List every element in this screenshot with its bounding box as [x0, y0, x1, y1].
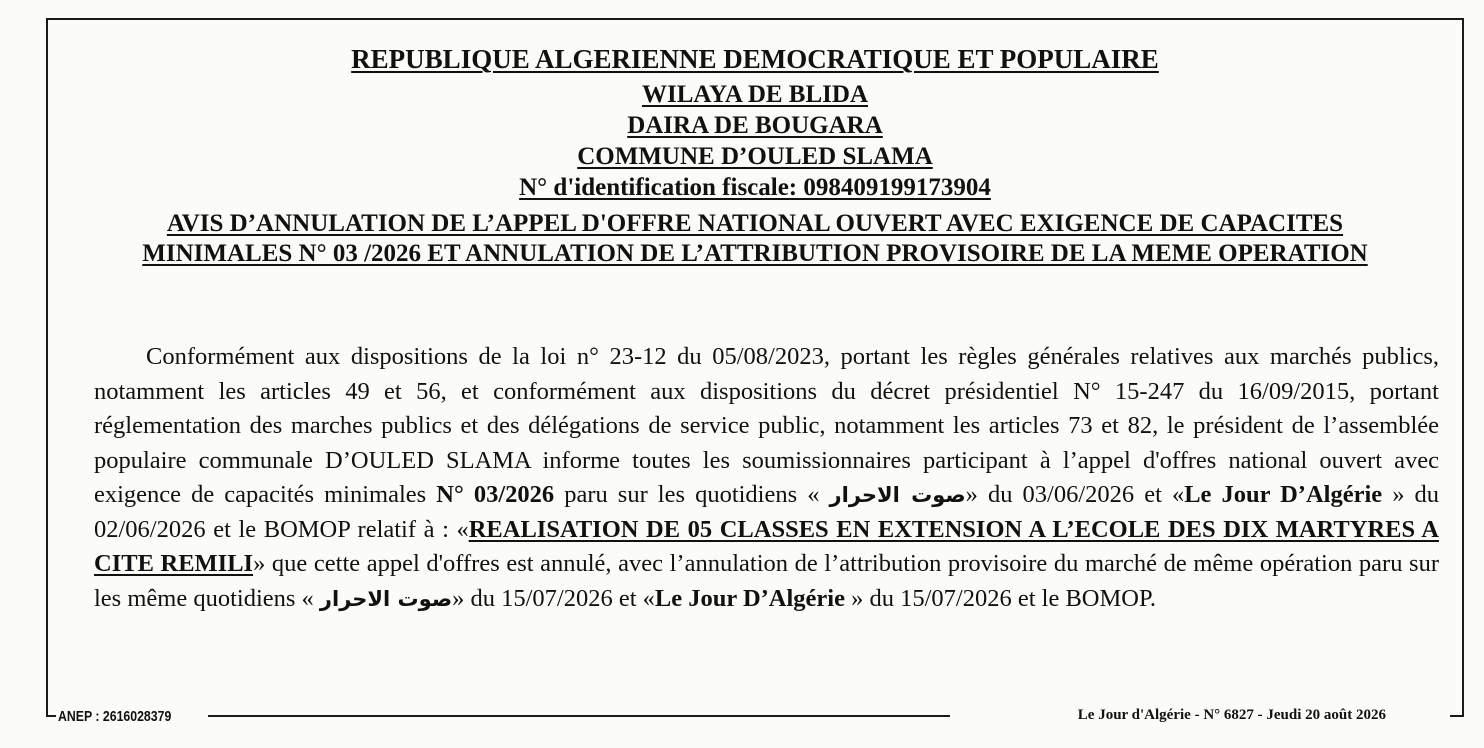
header-daira: DAIRA DE BOUGARA — [627, 112, 883, 139]
notice-title-line-1: AVIS D’ANNULATION DE L’APPEL D'OFFRE NATIONAL OUVERT AVEC EXIGENCE DE CAPACITES — [166, 210, 1344, 237]
header-wilaya: WILAYA DE BLIDA — [641, 81, 868, 108]
footer-rule-start — [46, 715, 56, 717]
publication-info: Le Jour d'Algérie - N° 6827 - Jeudi 20 août 2026 — [1077, 707, 1386, 723]
tender-number: 03/2026 — [473, 481, 555, 508]
newspaper-jour-name-2: Le Jour D’Algérie — [654, 584, 845, 612]
anep-reference: ANEP : 2616028379 — [58, 708, 172, 725]
newspaper-jour-name: Le Jour D’Algérie — [1184, 481, 1383, 508]
header-republic: REPUBLIQUE ALGERIENNE DEMOCRATIQUE ET POPULAIRE — [351, 44, 1159, 74]
body-text-part-4: » du 02/06/2026 et le BOMOP relatif à : « — [94, 481, 1440, 543]
body-text-part-1: Conformément aux dispositions de la loi n° 23-12 du 05/08/2023, portant les règles générales relatives aux marchés publics, notamment les articles 49 et 56, et conformément aux dispositions du décret présidentiel N° 15-247 du 16/09/2015, portant réglementation des marches publics et des délégations de service public, notamment les articles 73 et 82, le président de l’assemblée populaire communale D’OULED SLAMA informe toutes les soumissionnaires participant à l’appel d'offres national ouvert avec exigence de capacités minimales — [94, 343, 1439, 508]
tender-number-label: N° — [436, 481, 474, 508]
body-text-part-7: » du 15/07/2026 et le BOMOP. — [844, 584, 1157, 612]
body-text-part-5: » que cette appel d'offres est annulé, avec l’annulation de l’attribution provisoire du marché de même opération paru sur les même quotidiens « — [94, 550, 1439, 612]
newspaper-arabic-name-2: صوت الاحرار — [319, 586, 453, 611]
project-title: REALISATION DE 05 CLASSES EN EXTENSION A L’ECOLE DES DIX MARTYRES A CITE REMILI — [94, 515, 1439, 577]
header-fiscal-id: N° d'identification fiscale: 098409199173904 — [519, 174, 991, 201]
body-text-part-2: paru sur les quotidiens « — [554, 481, 830, 508]
footer-rule-right — [1450, 715, 1464, 717]
body-text-part-3: » du 03/06/2026 et « — [965, 481, 1185, 508]
footer-rule-left — [208, 715, 950, 717]
notice-header — [48, 40, 1462, 269]
notice-body — [94, 340, 1439, 616]
body-text-part-6: » du 15/07/2026 et « — [452, 584, 655, 612]
notice-title-line-2: MINIMALES N° 03 /2026 ET ANNULATION DE L’ATTRIBUTION PROVISOIRE DE LA MEME OPERATION — [142, 240, 1368, 267]
header-commune: COMMUNE D’OULED SLAMA — [577, 143, 933, 170]
newspaper-arabic-name: صوت الاحرار — [829, 483, 966, 507]
